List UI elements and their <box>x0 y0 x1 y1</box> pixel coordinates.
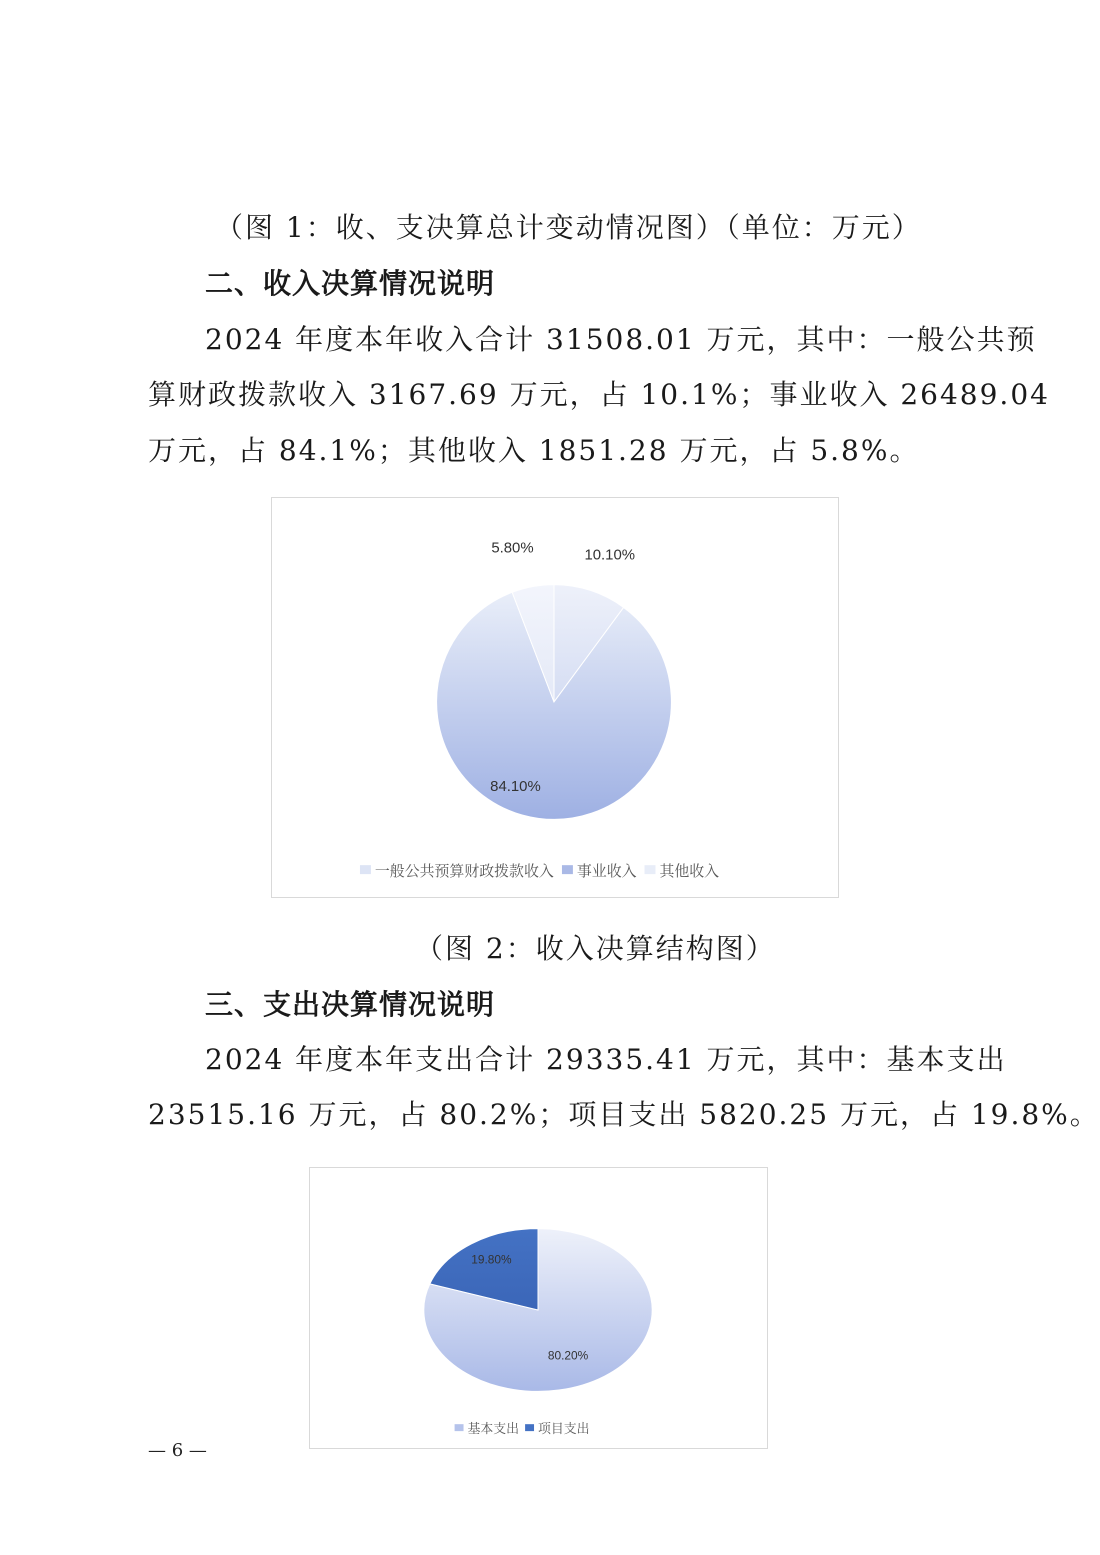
income-pie-chart <box>271 497 839 898</box>
section3-line2: 23515.16 万元，占 80.2%；项目支出 5820.25 万元，占 19.8%。 <box>148 1098 1100 1131</box>
section2-line1: 2024 年度本年收入合计 31508.01 万元，其中：一般公共预 <box>205 323 1037 356</box>
page-number: — 6 — <box>148 1440 207 1461</box>
pie-data-label-3: 5.80% <box>491 539 534 557</box>
legend-label-3: 其他收入 <box>659 862 720 881</box>
section2-line3: 万元，占 84.1%；其他收入 1851.28 万元，占 5.8%。 <box>148 434 920 467</box>
section2-line2: 算财政拨款收入 3167.69 万元，占 10.1%；事业收入 26489.04 <box>148 378 1050 411</box>
legend-swatch-2 <box>562 865 573 874</box>
legend-label-2: 事业收入 <box>576 862 637 881</box>
pie-data-label-1: 10.10% <box>584 546 636 564</box>
pie-data-label-2: 19.80% <box>471 1252 512 1267</box>
section2-heading: 二、收入决算情况说明 <box>205 267 496 300</box>
legend-label-1: 基本支出 <box>467 1422 520 1438</box>
pie-data-label-1: 80.20% <box>547 1348 589 1363</box>
legend-swatch-2 <box>525 1424 534 1431</box>
income-pie-svg <box>272 498 838 897</box>
expenditure-pie-svg <box>310 1168 767 1448</box>
legend-swatch-1 <box>455 1424 464 1431</box>
legend-label-2: 项目支出 <box>538 1422 590 1438</box>
section3-heading: 三、支出决算情况说明 <box>205 988 496 1021</box>
figure1-caption: （图 1：收、支决算总计变动情况图）（单位：万元） <box>215 211 922 244</box>
expenditure-pie-chart <box>309 1167 768 1449</box>
pie-data-label-2: 84.10% <box>490 777 541 795</box>
figure2-caption: （图 2：收入决算结构图） <box>415 932 776 965</box>
legend-swatch-1 <box>360 865 371 874</box>
legend-swatch-3 <box>645 865 656 874</box>
section3-line1: 2024 年度本年支出合计 29335.41 万元，其中：基本支出 <box>205 1043 1007 1076</box>
legend-label-1: 一般公共预算财政拨款收入 <box>374 862 554 881</box>
